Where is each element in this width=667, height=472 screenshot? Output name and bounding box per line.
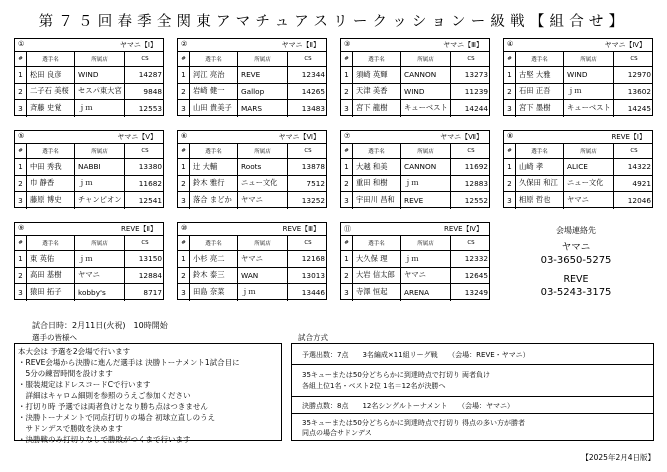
group-table <box>503 130 653 208</box>
group-name: ヤマニ【Ⅴ】 <box>117 133 157 141</box>
player-shop: チャンピオン <box>75 192 125 209</box>
group-table <box>340 222 490 300</box>
player-cs: 12883 <box>464 178 488 188</box>
seed-number: 1 <box>504 159 516 175</box>
player-shop: REVE <box>238 67 288 83</box>
player-name: 田島 奈菜 <box>190 284 238 301</box>
player-row <box>15 176 163 193</box>
rules-line: ・服装規定はドレスコードCで行います <box>18 380 151 389</box>
group-name: ヤマニ【Ⅵ】 <box>278 133 320 141</box>
player-name: 松田 良彦 <box>27 67 75 83</box>
rules-line: ・REVE会場から決勝に進んだ選手は 決勝トーナメント1試合目に <box>18 358 240 367</box>
player-row <box>178 67 326 84</box>
player-shop: REVE <box>401 192 451 209</box>
seed-number: 1 <box>341 251 353 267</box>
player-name: 河江 亮治 <box>190 67 238 83</box>
method-final-detail <box>292 414 653 442</box>
group-table <box>14 38 164 116</box>
player-shop: WIND <box>401 84 451 100</box>
group-table <box>177 222 327 300</box>
col-player-header: 選手名 <box>353 52 401 66</box>
player-cs: 14322 <box>627 162 651 172</box>
final-cut-line: 35キューまたは50分どちらかに到達時点で打切り 得点の多い方が勝者 <box>302 419 526 427</box>
player-cs: 4921 <box>632 178 651 188</box>
col-player-header: 選手名 <box>190 236 238 250</box>
method-prelim-detail <box>292 365 653 397</box>
player-name: 鈴木 雅行 <box>190 176 238 192</box>
column-header-row <box>15 144 163 159</box>
player-name: 藤原 博史 <box>27 192 75 209</box>
player-row <box>341 176 489 193</box>
player-shop: セスパ東大宮 <box>75 84 125 100</box>
player-cs: 11692 <box>464 162 488 172</box>
seed-number: 2 <box>178 268 190 284</box>
col-shop-header: 所属店 <box>401 52 451 66</box>
player-name: 中田 秀我 <box>27 159 75 175</box>
col-shop-header: 所属店 <box>75 52 125 66</box>
column-header-row <box>178 236 326 251</box>
player-shop: ヤマニ <box>238 192 288 209</box>
player-cs: 12046 <box>627 195 651 205</box>
venue-name: REVE <box>563 274 589 285</box>
seed-number: 1 <box>15 67 27 83</box>
group-header <box>15 223 163 236</box>
group-number: ⑥ <box>181 132 188 140</box>
page-title: 第７５回春季全関東アマチュアスリークッションー級戦【組合せ】 <box>38 14 629 30</box>
col-cs-header: CS <box>304 56 312 62</box>
player-cs: 9848 <box>143 86 162 96</box>
group-header <box>341 131 489 144</box>
col-cs-header: CS <box>304 240 312 246</box>
col-shop-header: 所属店 <box>238 144 288 158</box>
seed-number: 2 <box>341 268 353 284</box>
col-shop-header: 所属店 <box>238 52 288 66</box>
group-header <box>504 39 652 52</box>
player-name: 巾 静香 <box>27 176 75 192</box>
version-date: 【2025年2月4日版】 <box>581 453 655 462</box>
player-row <box>15 84 163 101</box>
col-cs-header: CS <box>141 148 149 154</box>
player-shop: キューベスト <box>564 100 614 117</box>
group-header <box>341 223 489 236</box>
player-name: 天津 美香 <box>353 84 401 100</box>
col-no-header: # <box>15 144 27 158</box>
group-table <box>340 130 490 208</box>
col-cs-header: CS <box>467 56 475 62</box>
player-cs: 11239 <box>464 86 488 96</box>
group-table <box>14 222 164 300</box>
group-header <box>15 131 163 144</box>
player-shop: NABBI <box>75 159 125 175</box>
group-number: ⑦ <box>344 132 351 140</box>
player-row <box>504 176 652 193</box>
venue-name: ヤマニ <box>561 242 591 253</box>
player-shop: MARS <box>238 100 288 117</box>
col-cs-header: CS <box>467 240 475 246</box>
player-name: 岩崎 健一 <box>190 84 238 100</box>
group-table <box>14 130 164 208</box>
player-cs: 14244 <box>464 103 488 113</box>
group-table <box>177 130 327 208</box>
group-number: ① <box>18 40 25 48</box>
player-cs: 13602 <box>627 86 651 96</box>
col-shop-header: 所属店 <box>75 144 125 158</box>
group-name: REVE【Ⅱ】 <box>121 225 157 233</box>
seed-number: 3 <box>178 192 190 209</box>
player-row <box>15 284 163 301</box>
seed-number: 2 <box>341 84 353 100</box>
player-shop: ヤマニ <box>401 268 451 284</box>
player-shop: Roots <box>238 159 288 175</box>
col-shop-header: 所属店 <box>564 52 614 66</box>
col-no-header: # <box>15 236 27 250</box>
group-number: ⑧ <box>507 132 514 140</box>
player-name: 宇田川 昌和 <box>353 192 401 209</box>
col-player-header: 選手名 <box>27 52 75 66</box>
rules-line: ・打切り時 予選では両者負けとなり勝ち点はつきません <box>18 402 208 411</box>
col-no-header: # <box>504 52 516 66</box>
seed-number: 3 <box>178 284 190 301</box>
player-row <box>15 268 163 285</box>
group-name: REVE【Ⅲ】 <box>282 225 320 233</box>
player-cs: 13483 <box>301 103 325 113</box>
col-no-header: # <box>341 236 353 250</box>
player-row <box>341 159 489 176</box>
column-header-row <box>341 144 489 159</box>
player-row <box>15 67 163 84</box>
column-header-row <box>341 236 489 251</box>
player-name: 山崎 孝 <box>516 159 564 175</box>
seed-number: 3 <box>341 100 353 117</box>
player-cs: 12332 <box>464 254 488 264</box>
player-row <box>15 251 163 268</box>
player-cs: 12553 <box>138 103 162 113</box>
group-name: ヤマニ【Ⅳ】 <box>604 41 646 49</box>
group-number: ② <box>181 40 188 48</box>
player-cs: 12552 <box>464 195 488 205</box>
player-name: 東 英佑 <box>27 251 75 267</box>
group-number: ⑨ <box>18 224 25 232</box>
seed-number: 1 <box>178 159 190 175</box>
player-row <box>341 251 489 268</box>
col-no-header: # <box>341 144 353 158</box>
column-header-row <box>15 52 163 67</box>
group-name: ヤマニ【Ⅲ】 <box>443 41 483 49</box>
rules-line: ・決勝戦のみ打切りなしで勝敗がつくまで行います <box>18 435 191 444</box>
player-cs: 12884 <box>138 270 162 280</box>
player-cs: 13252 <box>301 195 325 205</box>
player-shop: ｊｍ <box>75 100 125 117</box>
player-name: 鈴木 泰三 <box>190 268 238 284</box>
group-number: ③ <box>344 40 351 48</box>
group-header <box>178 223 326 236</box>
player-row <box>15 159 163 176</box>
seed-number: 2 <box>504 84 516 100</box>
player-shop: WIND <box>75 67 125 83</box>
group-number: ④ <box>507 40 514 48</box>
player-name: 須崎 英輝 <box>353 67 401 83</box>
seed-number: 3 <box>341 284 353 301</box>
seed-number: 1 <box>341 67 353 83</box>
method-label: 試合方式 <box>298 333 328 342</box>
col-player-header: 選手名 <box>516 52 564 66</box>
prelim-line: 予選出数：7点 3名編成×11組リーグ戦 （会場：REVE・ヤマニ） <box>302 351 530 359</box>
player-name: 高田 基樹 <box>27 268 75 284</box>
column-header-row <box>504 144 652 159</box>
col-cs-header: CS <box>467 148 475 154</box>
player-cs: 12541 <box>138 195 162 205</box>
player-name: 落合 まどか <box>190 192 238 209</box>
player-cs: 14245 <box>627 103 651 113</box>
player-name: 山田 貴美子 <box>190 100 238 117</box>
player-row <box>15 100 163 117</box>
col-no-header: # <box>504 144 516 158</box>
player-name: 二子石 美桜 <box>27 84 75 100</box>
player-shop: ｊｍ <box>564 84 614 100</box>
player-name: 石田 正吾 <box>516 84 564 100</box>
group-name: ヤマニ【Ⅶ】 <box>440 133 483 141</box>
seed-number: 3 <box>504 192 516 209</box>
player-name: 宮下 龍樹 <box>353 100 401 117</box>
player-cs: 13150 <box>138 254 162 264</box>
venue-tel: 03-3650-5275 <box>540 255 612 266</box>
player-shop: ｊｍ <box>401 251 451 267</box>
group-name: REVE【Ⅳ】 <box>444 225 483 233</box>
col-player-header: 選手名 <box>190 52 238 66</box>
player-shop: Gallop <box>238 84 288 100</box>
player-shop: WAN <box>238 268 288 284</box>
group-header <box>178 39 326 52</box>
group-number: ⑤ <box>18 132 25 140</box>
column-header-row <box>504 52 652 67</box>
seed-number: 3 <box>178 100 190 117</box>
seed-number: 2 <box>15 176 27 192</box>
column-header-row <box>178 52 326 67</box>
player-cs: 13273 <box>464 70 488 80</box>
player-row <box>178 284 326 301</box>
method-box <box>291 343 654 441</box>
prelim-cut-line: 35キューまたは50分どちらかに到達時点で打切り 両者負け <box>302 371 491 379</box>
col-shop-header: 所属店 <box>238 236 288 250</box>
player-name: 古堅 大雅 <box>516 67 564 83</box>
player-shop: ニュー文化 <box>238 176 288 192</box>
col-shop-header: 所属店 <box>564 144 614 158</box>
player-cs: 8717 <box>143 287 162 297</box>
seed-number: 1 <box>178 251 190 267</box>
col-cs-header: CS <box>630 56 638 62</box>
player-name: 大久保 理 <box>353 251 401 267</box>
final-cut-line: 同点の場合サドンデス <box>302 429 372 437</box>
player-name: 寺澤 恒起 <box>353 284 401 301</box>
group-header <box>15 39 163 52</box>
player-row <box>178 251 326 268</box>
player-shop: ｊｍ <box>401 176 451 192</box>
group-header <box>178 131 326 144</box>
rules-line: ・決勝トーナメントで同点打切りの場合 初球立直しのうえ <box>18 413 216 422</box>
player-name: 相原 哲也 <box>516 192 564 209</box>
player-row <box>178 84 326 101</box>
player-row <box>504 67 652 84</box>
player-cs: 13878 <box>301 162 325 172</box>
player-row <box>178 100 326 117</box>
player-cs: 7512 <box>306 178 325 188</box>
col-cs-header: CS <box>304 148 312 154</box>
player-name: 斉藤 史覚 <box>27 100 75 117</box>
player-row <box>178 192 326 209</box>
seed-number: 1 <box>15 251 27 267</box>
player-name: 小杉 亮二 <box>190 251 238 267</box>
player-cs: 13249 <box>464 287 488 297</box>
player-cs: 12344 <box>301 70 325 80</box>
rules-line: 詳細はキャロム細則を参照のうえご参加ください <box>18 391 191 400</box>
player-row <box>178 159 326 176</box>
player-name: 宮下 墨樹 <box>516 100 564 117</box>
seed-number: 2 <box>15 268 27 284</box>
seed-number: 1 <box>15 159 27 175</box>
player-cs: 14265 <box>301 86 325 96</box>
player-shop: ヤマニ <box>75 268 125 284</box>
player-shop: ｊｍ <box>75 176 125 192</box>
seed-number: 3 <box>504 100 516 117</box>
rules-box <box>14 343 282 444</box>
venue-tel: 03-5243-3175 <box>540 287 612 298</box>
group-name: ヤマニ【Ⅱ】 <box>281 41 320 49</box>
group-header <box>504 131 652 144</box>
col-player-header: 選手名 <box>27 236 75 250</box>
group-number: ⑩ <box>181 224 188 232</box>
group-table <box>340 38 490 116</box>
column-header-row <box>15 236 163 251</box>
col-no-header: # <box>341 52 353 66</box>
player-row <box>341 284 489 301</box>
method-final-row <box>292 397 653 414</box>
player-cs: 12970 <box>627 70 651 80</box>
player-cs: 11682 <box>138 178 162 188</box>
player-shop: ニュー文化 <box>564 176 614 192</box>
seed-number: 2 <box>178 84 190 100</box>
player-row <box>341 67 489 84</box>
player-shop: ALICE <box>564 159 614 175</box>
player-row <box>341 84 489 101</box>
player-shop: ｊｍ <box>75 251 125 267</box>
player-shop: WIND <box>564 67 614 83</box>
player-row <box>504 84 652 101</box>
prelim-cut-line: 各組上位1名・ベスト2位 1名＝12名が決勝へ <box>302 382 446 390</box>
group-name: ヤマニ【Ⅰ】 <box>119 41 157 49</box>
group-header <box>341 39 489 52</box>
player-shop: CANNON <box>401 67 451 83</box>
player-row <box>178 268 326 285</box>
player-row <box>504 159 652 176</box>
player-row <box>341 100 489 117</box>
rules-line: 本大会は 予選を2会場で行います <box>18 347 131 356</box>
group-table <box>503 38 653 116</box>
seed-number: 1 <box>341 159 353 175</box>
seed-number: 2 <box>178 176 190 192</box>
seed-number: 2 <box>341 176 353 192</box>
rules-line: 5分の練習時間を設けます <box>18 369 113 378</box>
player-cs: 13380 <box>138 162 162 172</box>
player-cs: 13013 <box>301 270 325 280</box>
player-cs: 13446 <box>301 287 325 297</box>
player-row <box>341 268 489 285</box>
seed-number: 1 <box>504 67 516 83</box>
player-row <box>178 176 326 193</box>
player-row <box>504 100 652 117</box>
rules-label: 選手の皆様へ <box>32 333 77 342</box>
group-number: ⑪ <box>344 225 351 233</box>
player-shop: キューベスト <box>401 100 451 117</box>
col-no-header: # <box>178 236 190 250</box>
col-player-header: 選手名 <box>353 236 401 250</box>
player-shop: ARENA <box>401 284 451 301</box>
col-no-header: # <box>15 52 27 66</box>
group-name: REVE【Ⅰ】 <box>611 133 646 141</box>
player-name: 辻 大輔 <box>190 159 238 175</box>
player-cs: 12645 <box>464 270 488 280</box>
col-cs-header: CS <box>630 148 638 154</box>
seed-number: 3 <box>15 284 27 301</box>
player-cs: 14287 <box>138 70 162 80</box>
player-name: 大越 和美 <box>353 159 401 175</box>
player-name: 大岩 信太郎 <box>353 268 401 284</box>
player-name: 久保田 和江 <box>516 176 564 192</box>
seed-number: 2 <box>504 176 516 192</box>
player-row <box>15 192 163 209</box>
seed-number: 2 <box>15 84 27 100</box>
rules-line: サドンデスで勝敗を決めます <box>18 424 123 433</box>
column-header-row <box>178 144 326 159</box>
schedule-text: 試合日時：2月11日(火祝) 10時開始 <box>32 321 168 330</box>
col-shop-header: 所属店 <box>75 236 125 250</box>
col-cs-header: CS <box>141 240 149 246</box>
col-no-header: # <box>178 144 190 158</box>
contact-heading: 会場連絡先 <box>556 226 596 235</box>
method-prelim-row <box>292 344 653 365</box>
seed-number: 3 <box>15 100 27 117</box>
col-cs-header: CS <box>141 56 149 62</box>
player-shop: ｊｍ <box>238 284 288 301</box>
seed-number: 3 <box>341 192 353 209</box>
player-shop: ヤマニ <box>238 251 288 267</box>
player-shop: ヤマニ <box>564 192 614 209</box>
player-name: 重田 和樹 <box>353 176 401 192</box>
col-shop-header: 所属店 <box>401 236 451 250</box>
seed-number: 1 <box>178 67 190 83</box>
col-player-header: 選手名 <box>353 144 401 158</box>
column-header-row <box>341 52 489 67</box>
venue-contact <box>496 225 656 305</box>
col-player-header: 選手名 <box>516 144 564 158</box>
col-player-header: 選手名 <box>27 144 75 158</box>
player-row <box>341 192 489 209</box>
group-table <box>177 38 327 116</box>
col-shop-header: 所属店 <box>401 144 451 158</box>
final-line: 決勝点数：8点 12名シングルトーナメント （会場：ヤマニ） <box>302 402 515 410</box>
player-shop: kobby's <box>75 284 125 301</box>
player-shop: CANNON <box>401 159 451 175</box>
player-row <box>504 192 652 209</box>
player-cs: 12168 <box>301 254 325 264</box>
player-name: 猿田 拓子 <box>27 284 75 301</box>
col-no-header: # <box>178 52 190 66</box>
col-player-header: 選手名 <box>190 144 238 158</box>
seed-number: 3 <box>15 192 27 209</box>
